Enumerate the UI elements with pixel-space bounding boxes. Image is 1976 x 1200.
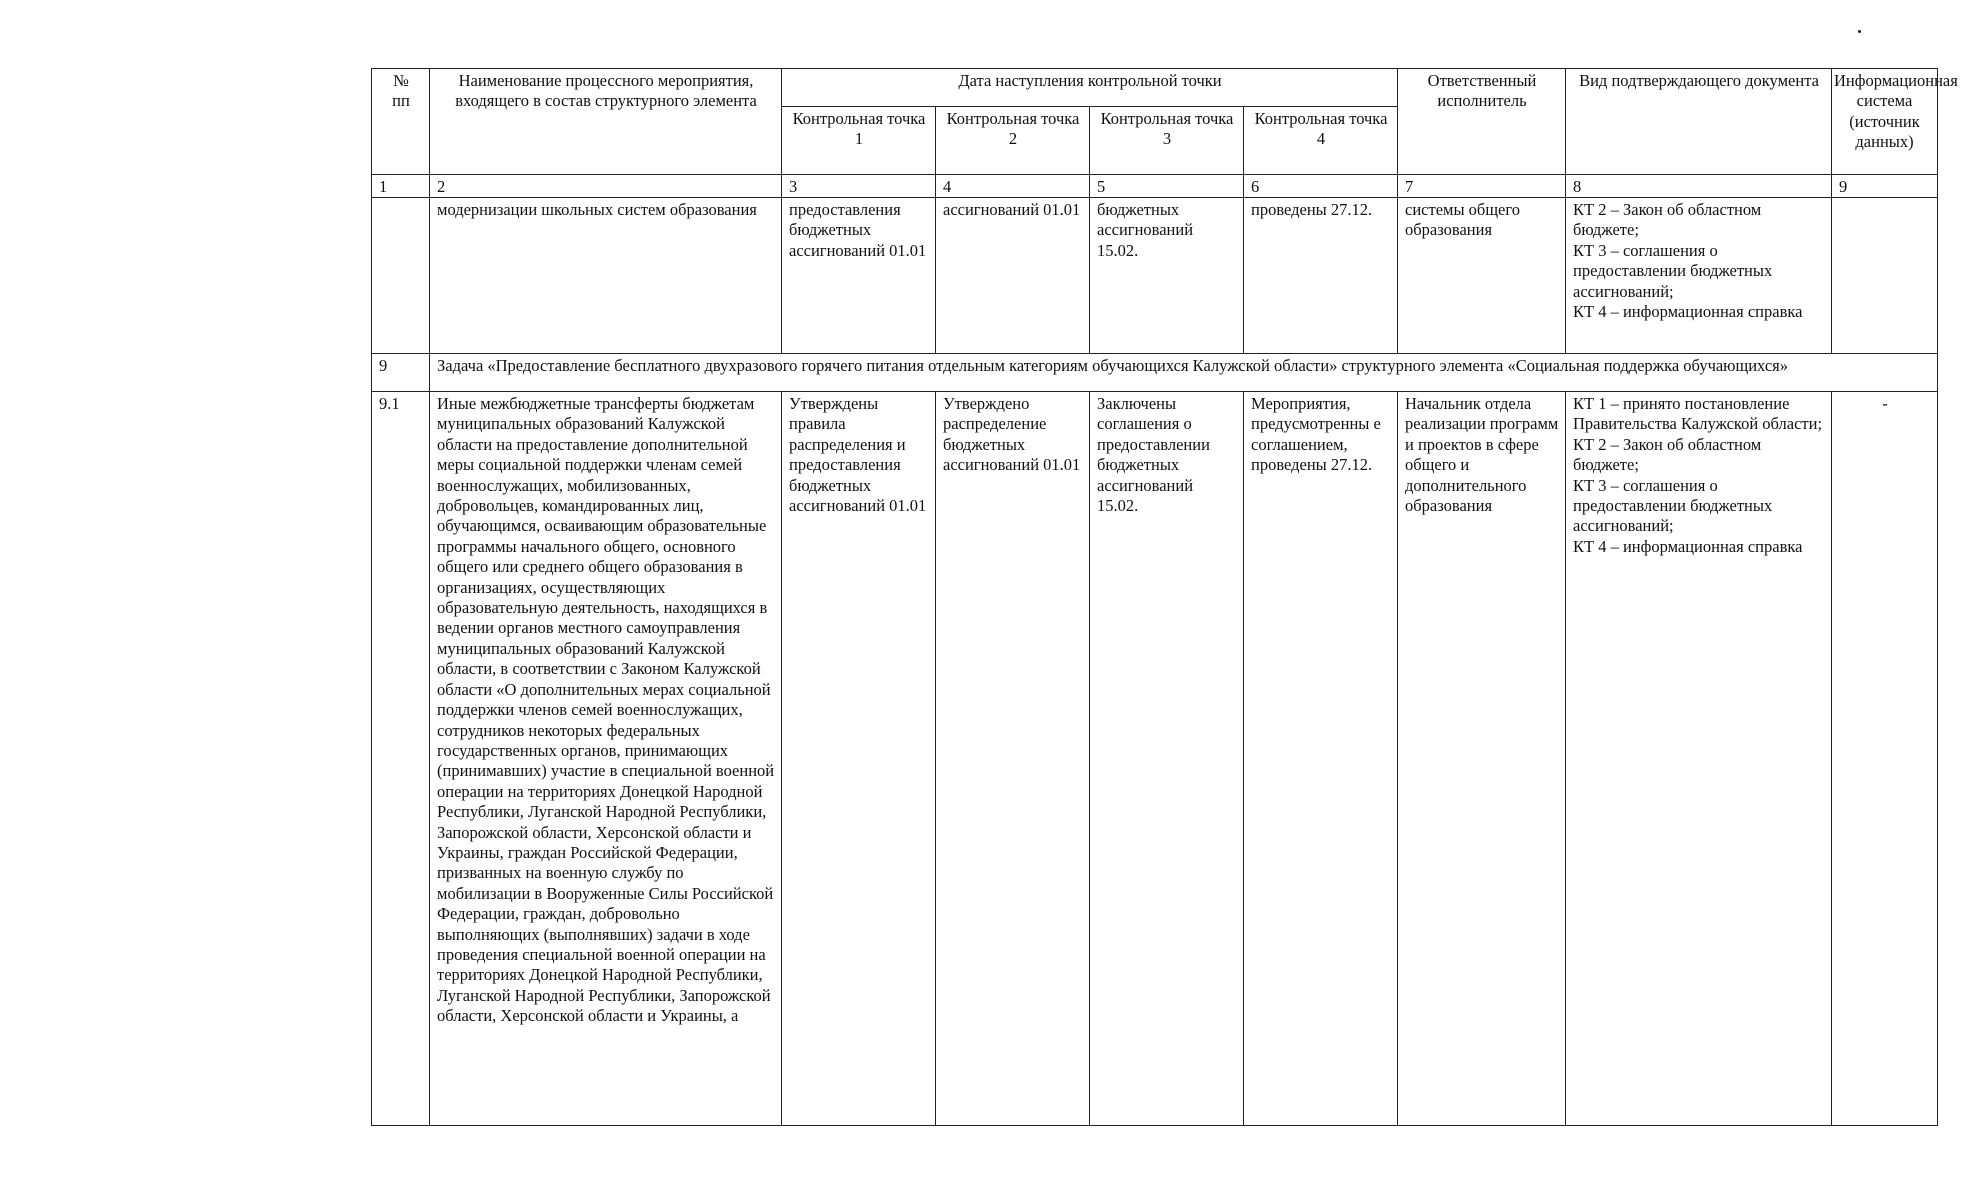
activity-name: модернизации школьных систем образования <box>430 198 782 354</box>
control-point-1: предоставления бюджетных ассигнований 01.01 <box>782 198 936 354</box>
control-point-4: Мероприятия, предусмотренны е соглашением, проведены 27.12. <box>1244 392 1398 1126</box>
header-row <box>372 69 1938 107</box>
control-point-1: Утверждены правила распределения и предоставления бюджетных ассигнований 01.01 <box>782 392 936 1126</box>
control-point-3: бюджетных ассигнований 15.02. <box>1090 198 1244 354</box>
column-number: 3 <box>782 175 936 198</box>
responsible: Начальник отдела реализации программ и проектов в сфере общего и дополнительного образования <box>1398 392 1566 1126</box>
document-item: КТ 4 – информационная справка <box>1573 536 1803 556</box>
header-info-system: Информационная система (источник данных) <box>1832 69 1938 175</box>
info-system <box>1832 198 1938 354</box>
header-kt2: Контрольная точка 2 <box>936 107 1090 175</box>
control-point-4: проведены 27.12. <box>1244 198 1398 354</box>
document-item: КТ 1 – принято постановление Правительства Калужской области; <box>1573 394 1823 434</box>
header-kt3: Контрольная точка 3 <box>1090 107 1244 175</box>
control-point-2: Утверждено распределение бюджетных ассигнований 01.01 <box>936 392 1090 1126</box>
continuation-row <box>372 198 1938 354</box>
confirming-documents <box>1566 392 1832 1126</box>
info-system: - <box>1832 392 1938 1126</box>
row-number <box>372 198 430 354</box>
control-point-2: ассигнований 01.01 <box>936 198 1090 354</box>
header-doc-type: Вид подтверждающего документа <box>1566 69 1832 175</box>
column-number: 8 <box>1566 175 1832 198</box>
header-responsible: Ответственный исполнитель <box>1398 69 1566 175</box>
task-row <box>372 354 1938 392</box>
column-number: 1 <box>372 175 430 198</box>
column-number: 9 <box>1832 175 1938 198</box>
document-item: КТ 3 – соглашения о предоставлении бюджетных ассигнований; <box>1573 240 1773 301</box>
activity-name: Иные межбюджетные трансферты бюджетам муниципальных образований Калужской области на предоставление дополнительной меры социальной поддержки членам семей военнослужащих, мобилизованных, добровольцев, командированных лиц, обучающимся, осваивающим образовательные программы начального общего, основного общего или среднего общего образования в организациях, осуществляющих образовательную деятельность, находящихся в ведении органов местного самоуправления муниципальных образований Калужской области, в соответствии с Законом Калужской области «О дополнительных мерах социальной поддержки членов семей военнослужащих, сотрудников некоторых федеральных государственных органов, принимающих (принимавших) участие в специальной военной операции на территориях Донецкой Народной Республики, Луганской Народной Республики, Запорожской области, Херсонской области и Украины, граждан Российской Федерации, призванных на военную службу по мобилизации в Вооруженные Силы Российской Федерации, граждан, добровольно выполняющих (выполнявших) задачи в ходе проведения специальной военной операции на территориях Донецкой Народной Республики, Луганской Народной Республики, Запорожской области, Херсонской области и Украины, а <box>430 392 782 1126</box>
row-number: 9.1 <box>372 392 430 1126</box>
column-number: 2 <box>430 175 782 198</box>
column-numbers-row <box>372 175 1938 198</box>
document-item: КТ 3 – соглашения о предоставлении бюджетных ассигнований; <box>1573 475 1773 536</box>
control-points-table <box>371 68 1958 1126</box>
column-number: 6 <box>1244 175 1398 198</box>
task-title: Задача «Предоставление бесплатного двухразового горячего питания отдельным категориям обучающихся Калужской области» структурного элемента «Социальная поддержка обучающихся» <box>430 354 1938 392</box>
confirming-documents <box>1566 198 1832 354</box>
column-number: 7 <box>1398 175 1566 198</box>
responsible: системы общего образования <box>1398 198 1566 354</box>
column-number: 5 <box>1090 175 1244 198</box>
header-control-date: Дата наступления контрольной точки <box>782 69 1398 107</box>
document-item: КТ 2 – Закон об областном бюджете; <box>1573 200 1762 240</box>
column-number: 4 <box>936 175 1090 198</box>
header-kt1: Контрольная точка 1 <box>782 107 936 175</box>
header-number: № пп <box>372 69 430 175</box>
scan-speck <box>1858 30 1861 33</box>
header-activity-name: Наименование процессного мероприятия, входящего в состав структурного элемента <box>430 69 782 175</box>
header-kt4: Контрольная точка 4 <box>1244 107 1398 175</box>
control-point-3: Заключены соглашения о предоставлении бюджетных ассигнований 15.02. <box>1090 392 1244 1126</box>
document-item: КТ 4 – информационная справка <box>1573 302 1803 322</box>
document-item: КТ 2 – Закон об областном бюджете; <box>1573 434 1762 475</box>
activity-row <box>372 392 1938 1126</box>
task-number: 9 <box>372 354 430 392</box>
